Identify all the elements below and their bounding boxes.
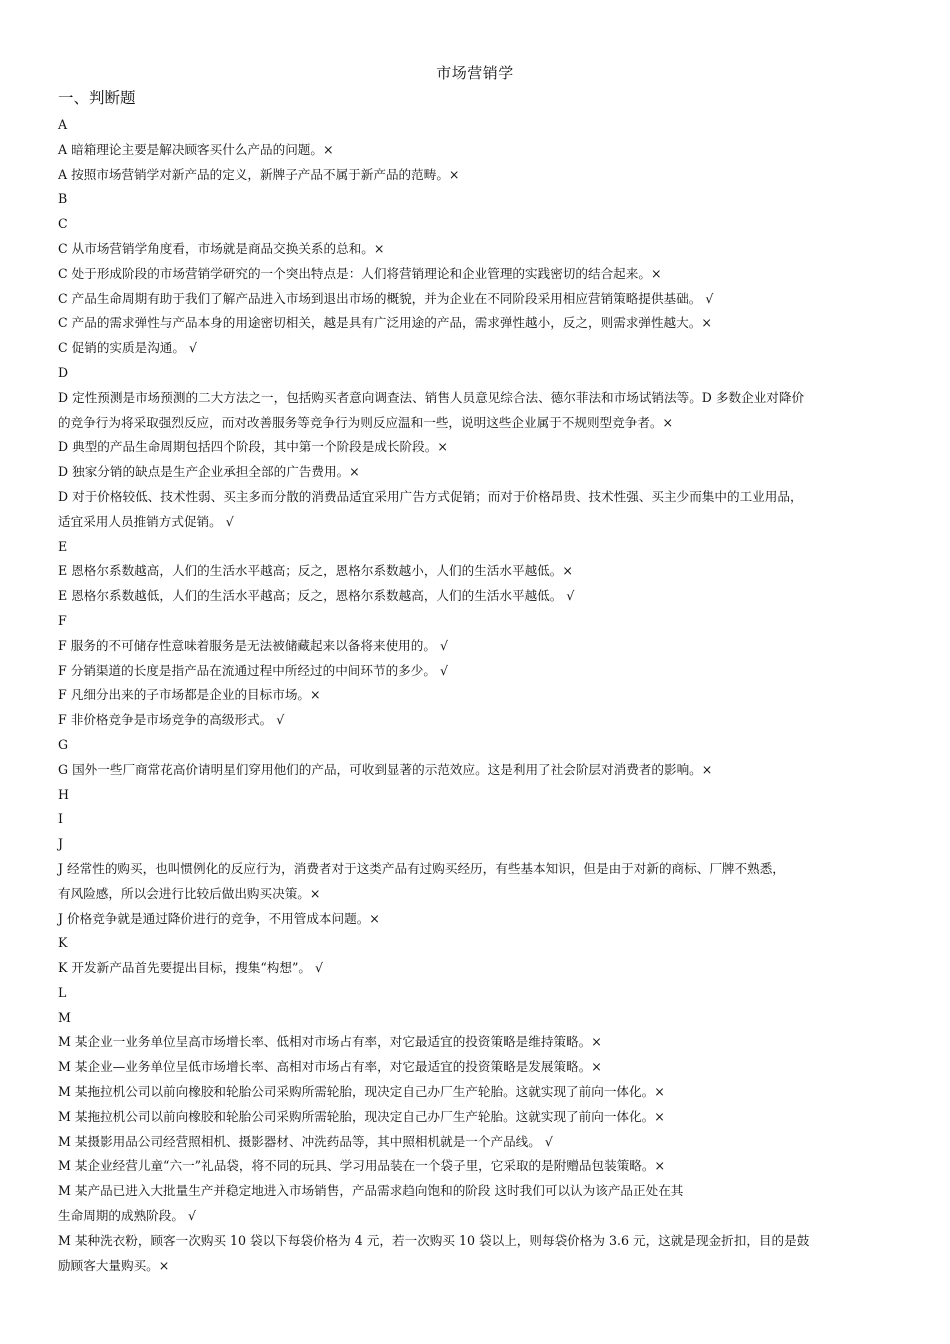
statement-line: M 某产品已进入大批量生产并稳定地进入市场销售，产品需求趋向饱和的阶段 这时我们可以认为该产品正处在其 xyxy=(58,1183,684,1199)
statement-line: A 暗箱理论主要是解决顾客买什么产品的问题。× xyxy=(58,141,334,157)
statement-line: D 典型的产品生命周期包括四个阶段，其中第一个阶段是成长阶段。× xyxy=(58,439,448,455)
statement-line: J 价格竞争就是通过降价进行的竞争，不用管成本问题。× xyxy=(58,910,380,926)
statement-line: M 某拖拉机公司以前向橡胶和轮胎公司采购所需轮胎，现决定自己办厂生产轮胎。这就实现了前向一体化。× xyxy=(58,1108,665,1124)
statement-line: 适宜采用人员推销方式促销。 √ xyxy=(58,513,234,529)
statement-line: D 独家分销的缺点是生产企业承担全部的广告费用。× xyxy=(58,464,360,480)
statement-line: M 某企业经营儿童“六一”礼品袋，将不同的玩具、学习用品装在一个袋子里，它采取的是附赠品包装策略。× xyxy=(58,1158,666,1174)
letter-index-heading: L xyxy=(58,984,67,1000)
letter-index-heading: B xyxy=(58,191,68,207)
section-heading: 一、判断题 xyxy=(58,89,136,107)
statement-line: J 经常性的购买，也叫惯例化的反应行为，消费者对于这类产品有过购买经历，有些基本知识，但是由于对新的商标、厂牌不熟悉， xyxy=(58,860,785,876)
statement-line: K 开发新产品首先要提出目标，搜集“构想”。 √ xyxy=(58,960,324,976)
letter-index-heading: A xyxy=(58,117,68,132)
letter-index-heading: J xyxy=(58,836,64,852)
statement-line: M 某拖拉机公司以前向橡胶和轮胎公司采购所需轮胎，现决定自己办厂生产轮胎。这就实现了前向一体化。× xyxy=(58,1084,665,1100)
statement-line: E 恩格尔系数越高，人们的生活水平越高；反之，恩格尔系数越小，人们的生活水平越低。× xyxy=(58,563,573,579)
statement-line: 有风险感，所以会进行比较后做出购买决策。× xyxy=(58,885,321,901)
letter-index-heading: I xyxy=(58,811,63,827)
statement-line: D 定性预测是市场预测的二大方法之一，包括购买者意向调查法、销售人员意见综合法、德尔菲法和市场试销法等。D 多数企业对降价 xyxy=(58,389,805,405)
statement-line: C 产品生命周期有助于我们了解产品进入市场到退出市场的概貌，并为企业在不同阶段采用相应营销策略提供基础。 √ xyxy=(58,290,714,306)
statement-line: F 服务的不可储存性意味着服务是无法被储藏起来以备将来使用的。 √ xyxy=(58,637,448,653)
statement-line: F 分销渠道的长度是指产品在流通过程中所经过的中间环节的多少。 √ xyxy=(58,662,448,678)
statement-line: F 非价格竞争是市场竞争的高级形式。 √ xyxy=(58,712,285,728)
statement-line: 励顾客大量购买。× xyxy=(58,1257,170,1273)
letter-index-heading: M xyxy=(58,1009,71,1025)
statement-line: M 某企业—业务单位呈低市场增长率、高相对市场占有率，对它最适宜的投资策略是发展策略。× xyxy=(58,1059,602,1075)
statement-line: C 促销的实质是沟通。 √ xyxy=(58,340,198,356)
statement-line: 的竞争行为将采取强烈反应，而对改善服务等竞争行为则反应温和一些，说明这些企业属于不规则型竞争者。× xyxy=(58,414,674,430)
statement-line: D 对于价格较低、技术性弱、买主多而分散的消费品适宜采用广告方式促销；而对于价格昂贵、技术性强、买主少而集中的工业用品， xyxy=(58,488,803,504)
letter-index-heading: D xyxy=(58,364,69,380)
letter-index-heading: H xyxy=(58,786,69,802)
letter-index-heading: K xyxy=(58,935,68,951)
statement-line: E 恩格尔系数越低，人们的生活水平越高；反之，恩格尔系数越高，人们的生活水平越低。 √ xyxy=(58,588,575,604)
statement-line: A 按照市场营销学对新产品的定义，新牌子产品不属于新产品的范畴。× xyxy=(58,166,460,182)
statement-line: G 国外一些厂商常花高价请明星们穿用他们的产品，可收到显著的示范效应。这是利用了社会阶层对消费者的影响。× xyxy=(58,761,713,777)
letter-index-heading: C xyxy=(58,216,68,232)
document-body xyxy=(58,113,898,1278)
letter-index-heading: F xyxy=(58,612,67,628)
statement-line: M 某企业一业务单位呈高市场增长率、低相对市场占有率，对它最适宜的投资策略是维持策略。× xyxy=(58,1034,602,1050)
statement-line: M 某种洗衣粉，顾客一次购买 10 袋以下每袋价格为 4 元，若一次购买 10 袋以上，则每袋价格为 3.6 元，这就是现金折扣，目的是鼓 xyxy=(58,1232,810,1248)
document-title: 市场营销学 xyxy=(436,64,514,82)
statement-line: C 从市场营销学角度看，市场就是商品交换关系的总和。× xyxy=(58,240,385,256)
letter-index-heading: G xyxy=(58,736,69,752)
statement-line: C 处于形成阶段的市场营销学研究的一个突出特点是：人们将营销理论和企业管理的实践密切的结合起来。× xyxy=(58,265,662,281)
letter-index-heading: E xyxy=(58,538,68,554)
statement-line: 生命周期的成熟阶段。 √ xyxy=(58,1208,196,1224)
statement-line: M 某摄影用品公司经营照相机、摄影器材、冲洗药品等，其中照相机就是一个产品线。 √ xyxy=(58,1133,553,1149)
statement-line: C 产品的需求弹性与产品本身的用途密切相关，越是具有广泛用途的产品，需求弹性越小，反之，则需求弹性越大。× xyxy=(58,315,712,331)
statement-line: F 凡细分出来的子市场都是企业的目标市场。× xyxy=(58,687,321,703)
